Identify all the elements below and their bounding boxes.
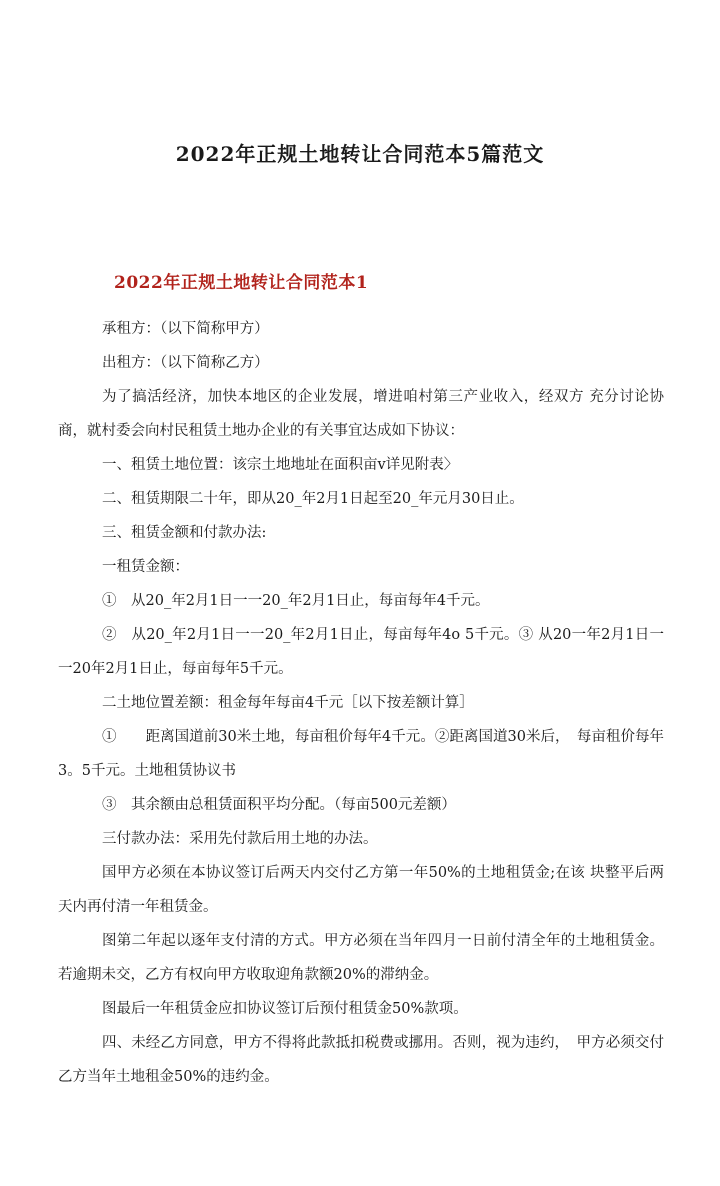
paragraph-preamble: 为了搞活经济，加快本地区的企业发展，增进咱村第三产业收入，经双方 充分讨论协商，就村委会向村民租赁土地办企业的有关事宜达成如下协议： (58, 389, 664, 439)
paragraph-rent-amount: 一租赁金额： (102, 559, 189, 575)
paragraph-payment-first: 国甲方必须在本协议签订后两天内交付乙方第一年50%的土地租赁金;在该 块整平后两天内再付清一年租赁金。 (58, 865, 664, 915)
paragraph-location-diff: 二土地位置差额：租金每年每亩4千元［以下按差额计算］ (102, 695, 474, 711)
paragraph-payment-yearly: 图第二年起以逐年支付清的方式。甲方必须在当年四月一日前付清全年的土地租赁金。若逾期未交，乙方有权向甲方收取迎角款额20%的滞纳金。 (58, 933, 664, 983)
paragraph-clause-1: 一、租赁土地位置：该宗土地地址在面积亩v详见附表〉 (102, 457, 459, 473)
paragraph-lessee: 承租方：（以下简称甲方） (102, 321, 269, 337)
paragraph-lessor: 出租方：（以下简称乙方） (102, 355, 269, 371)
paragraph-clause-4: 四、未经乙方同意，甲方不得将此款抵扣税费或挪用。否则，视为违约， 甲方必须交付乙方当年土地租金50%的违约金。 (58, 1035, 664, 1085)
document-body (58, 312, 664, 1094)
paragraph-rent-item-2: ② 从20_年2月1日一一20_年2月1日止，每亩每年4o 5千元。③ 从20一年2月1日一一20年2月1日止，每亩每年5千元。 (58, 627, 664, 677)
paragraph-clause-2: 二、租赁期限二十年，即从20_年2月1日起至20_年元月30日止。 (102, 491, 524, 507)
paragraph-location-item-1: ① 距离国道前30米土地，每亩租价每年4千元。②距离国道30米后， 每亩租价每年3。5千元。土地租赁协议书 (58, 729, 664, 779)
paragraph-payment-method: 三付款办法：采用先付款后用土地的办法。 (102, 831, 378, 847)
document-title: 2022年正规土地转让合同范本5篇范文 (175, 142, 545, 166)
paragraph-clause-3: 三、租赁金额和付款办法: (102, 525, 267, 541)
section-heading: 2022年正规土地转让合同范本1 (114, 273, 369, 293)
paragraph-location-item-3: ③ 其余额由总租赁面积平均分配。（每亩500元差额） (102, 797, 456, 813)
paragraph-rent-item-1: ① 从20_年2月1日一一20_年2月1日止，每亩每年4千元。 (102, 593, 490, 609)
paragraph-payment-last: 图最后一年租赁金应扣协议签订后预付租赁金50%款项。 (102, 1001, 468, 1017)
